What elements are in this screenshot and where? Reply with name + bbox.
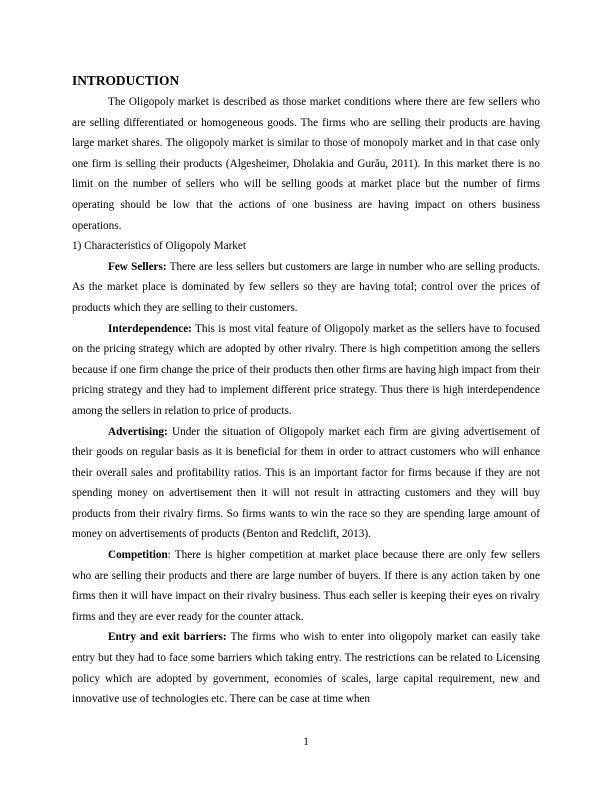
paragraph-text: The firms who wish to enter into oligopoly market can easily take entry but they had to face some barriers which taking entry. The restrictions can be related to Licensing policy which are adopted by government, economies of scales, large capital requirement, new and innovative use of technologies etc. There can be case at time when [72, 631, 541, 706]
paragraph-advertising [72, 422, 540, 546]
paragraph-lead: Interdependence: [108, 322, 192, 335]
document-page [72, 72, 540, 710]
paragraph-text: : There is higher competition at market place because there are only few sellers who are selling their products and there are large number of buyers. If there is any action taken by one firms then it will have impact on their rivalry business. Thus each seller is keeping their eyes on rivalry firms and they are ever ready for the counter attack. [72, 549, 540, 623]
paragraph-text: Under the situation of Oligopoly market each firm are giving advertisement of their goods on regular basis as it is beneficial for them in order to attract customers who will enhance their overall sales and profitability ratios. This is an important factor for firms because if they are not spending money on advertisement then it will not result in attracting customers and they will buy products from their rivalry firms. So firms wants to win the race so they are spending large amount of money on advertisements of products (Benton and Redclift, 2013). [72, 425, 540, 541]
intro-paragraph: The Oligopoly market is described as those market conditions where there are few sellers who are selling differentiated or homogeneous goods. The firms who are selling their products are having large market shares. The oligopoly market is similar to those of monopoly market and in that case only one firm is selling their products (Algesheimer, Dholakia and Gurău, 2011). In this market there is no limit on the number of sellers who will be selling goods at market place but the number of firms operating should be low that the actions of one business are having impact on others business operations. [72, 96, 540, 232]
paragraph-entry-exit-barriers [72, 627, 540, 709]
paragraph-competition [72, 545, 540, 627]
paragraph-lead: Competition [108, 549, 168, 562]
paragraph-lead: Advertising: [108, 425, 168, 438]
paragraph-lead: Entry and exit barriers: [108, 631, 227, 644]
paragraph-text: This is most vital feature of Oligopoly market as the sellers have to focused on the pricing strategy which are adopted by other rivalry. There is high competition among the sellers because if one firm change the price of their products then other firms are having high impact from their pricing strategy and they had to implement different price strategy. Thus there is high interdependence among the sellers in relation to price of products. [72, 322, 540, 417]
page-number: 1 [303, 736, 309, 748]
paragraph-interdependence [72, 319, 540, 422]
section-title: 1) Characteristics of Oligopoly Market [72, 240, 246, 253]
page-heading: INTRODUCTION [72, 73, 180, 88]
paragraph-lead: Few Sellers: [108, 260, 167, 273]
paragraph-few-sellers [72, 257, 540, 319]
paragraph-text: There are less sellers but customers are large in number who are selling products. As the market place is dominated by few sellers so they are having total; control over the prices of products which they are selling to their customers. [72, 260, 541, 314]
